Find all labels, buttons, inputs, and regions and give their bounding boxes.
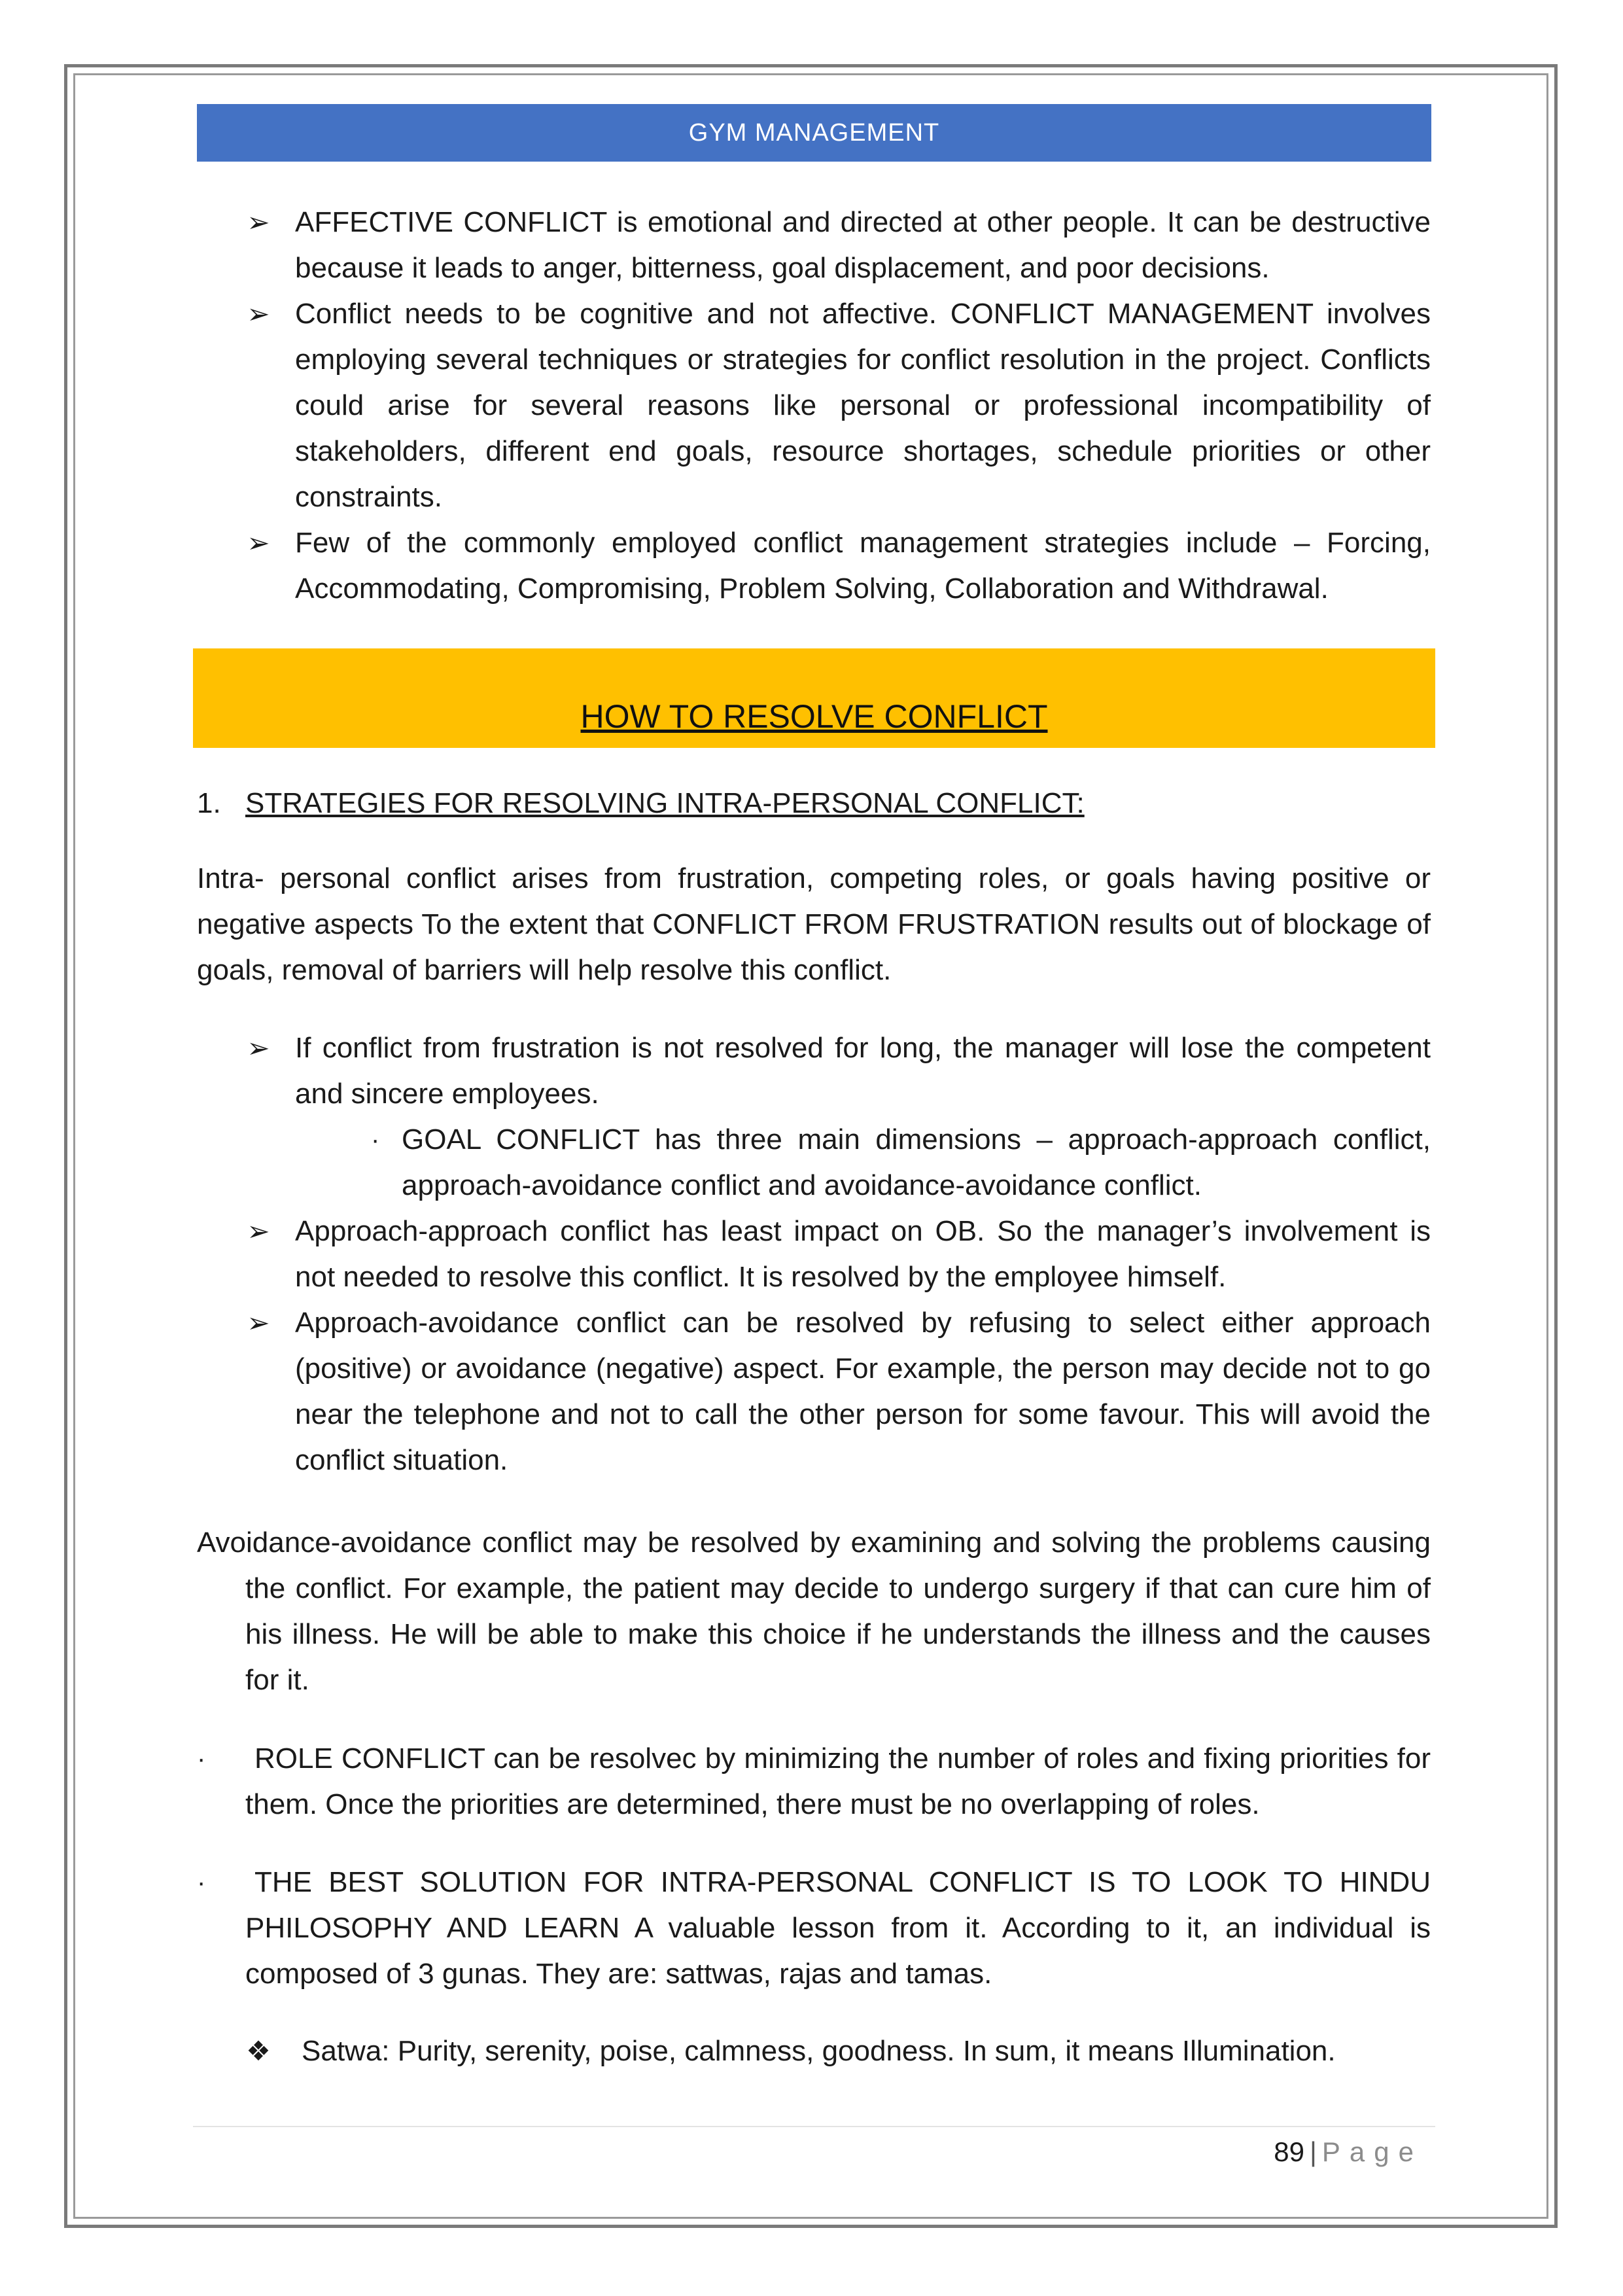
- dot-bullet-icon: ·: [197, 1868, 206, 1897]
- dot-bullet-icon: ·: [197, 1744, 206, 1773]
- page-label: Page: [1321, 2136, 1423, 2167]
- arrow-bullet-icon: ➢: [247, 298, 270, 329]
- intro-paragraph: Intra- personal conflict arises from frustration, competing roles, or goals having positive or negative aspects To the extent that CONFLICT FROM FRUSTRATION results out of blockage of goals, removal of barriers will help resolve this conflict.: [197, 862, 1431, 986]
- header-title-bar: GYM MANAGEMENT: [197, 104, 1431, 162]
- arrow-bullet-icon: ➢: [247, 207, 270, 238]
- arrow-bullet-icon: ➢: [247, 1033, 270, 1063]
- approach-approach-bullet: Approach-approach conflict has least impact on OB. So the manager’s involvement is not needed to resolve this conflict. It is resolved by the employee himself.: [295, 1215, 1431, 1293]
- footer-divider: [193, 2126, 1435, 2127]
- dot-bullet-icon: ·: [371, 1125, 380, 1154]
- affective-conflict-bullet: AFFECTIVE CONFLICT is emotional and directed at other people. It can be destructive because it leads to anger, bitterness, goal displacement, and poor decisions.: [295, 206, 1431, 284]
- strategies-list-bullet: Few of the commonly employed conflict management strategies include – Forcing, Accommodating, Compromising, Problem Solving, Collaboration and Withdrawal.: [295, 527, 1431, 605]
- subsection-title: STRATEGIES FOR RESOLVING INTRA-PERSONAL CONFLICT:: [245, 787, 1085, 819]
- page-number: 89: [1274, 2136, 1304, 2167]
- approach-avoidance-bullet: Approach-avoidance conflict can be resolved by refusing to select either approach (positive) or avoidance (negative) aspect. For example, the person may decide not to go near the telephone and not to call the other person for some favour. This will avoid the conflict situation.: [295, 1307, 1431, 1476]
- arrow-bullet-icon: ➢: [247, 1216, 270, 1246]
- section-heading: HOW TO RESOLVE CONFLICT: [580, 698, 1048, 735]
- arrow-bullet-icon: ➢: [247, 1307, 270, 1338]
- satwa-bullet: Satwa: Purity, serenity, poise, calmness, goodness. In sum, it means Illumination.: [302, 2035, 1336, 2067]
- avoidance-avoidance-paragraph: Avoidance-avoidance conflict may be resolved by examining and solving the problems causing the conflict. For example, the patient may decide to undergo surgery if that can cure him of his illness. He will be able to make this choice if he understands the illness and the causes for it.: [197, 1527, 1431, 1696]
- footer-separator: |: [1309, 2136, 1317, 2167]
- goal-conflict-bullet: GOAL CONFLICT has three main dimensions – approach-approach conflict, approach-avoidance conflict and avoidance-avoidance conflict.: [402, 1123, 1431, 1201]
- diamond-bullet-icon: ❖: [246, 2036, 271, 2066]
- best-solution-paragraph: THE BEST SOLUTION FOR INTRA-PERSONAL CONFLICT IS TO LOOK TO HINDU PHILOSOPHY AND LEARN A valuable lesson from it. According to it, an individual is composed of 3 gunas. They are: sattwas, rajas and tamas.: [245, 1866, 1431, 1990]
- subsection-number: 1.: [197, 787, 221, 819]
- conflict-management-bullet: Conflict needs to be cognitive and not affective. CONFLICT MANAGEMENT involves employing several techniques or strategies for conflict resolution in the project. Conflicts could arise for several reasons like personal or professional incompatibility of stakeholders, different end goals, resource shortages, schedule priorities or other constraints.: [295, 298, 1431, 513]
- arrow-bullet-icon: ➢: [247, 527, 270, 558]
- page-footer: [1274, 2131, 1423, 2173]
- frustration-bullet: If conflict from frustration is not resolved for long, the manager will lose the competent and sincere employees.: [295, 1032, 1431, 1110]
- role-conflict-paragraph: ROLE CONFLICT can be resolvec by minimizing the number of roles and fixing priorities for them. Once the priorities are determined, there must be no overlapping of roles.: [245, 1742, 1431, 1820]
